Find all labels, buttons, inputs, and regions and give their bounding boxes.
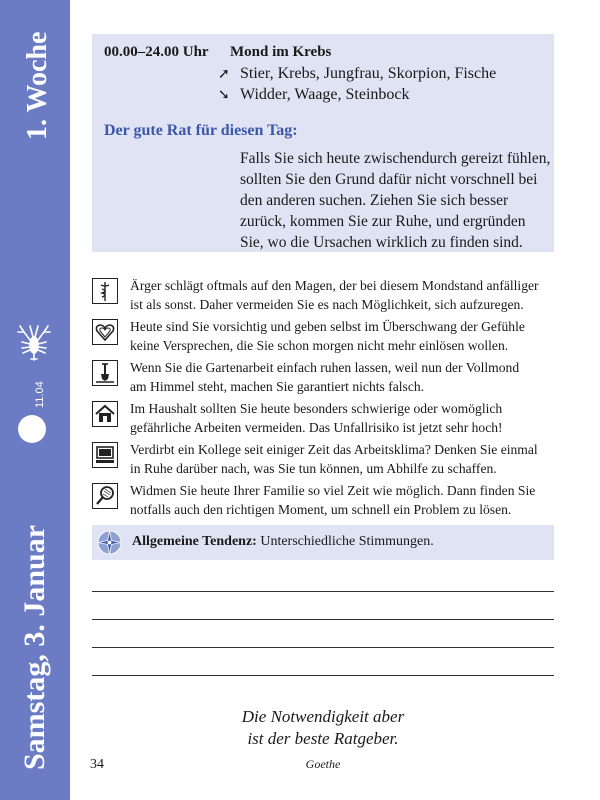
item-line: Wenn Sie die Gartenarbeit einfach ruhen lassen, weil nun der Vollmond [130,360,520,375]
arrow-down-right-icon: ➘ [218,87,230,103]
week-label: 1. Woche [22,31,53,140]
advice-line: sollten Sie den Grund dafür nicht vorschnell bei [240,171,538,188]
list-item [92,276,554,316]
quote-author: Goethe [305,757,341,771]
moon-info-box [92,34,554,252]
item-line: Im Haushalt sollten Sie heute besonders schwierige oder womöglich [130,401,503,416]
note-line[interactable] [92,675,554,676]
note-line[interactable] [92,619,554,620]
moon-time: 00.00–24.00 Uhr [104,44,209,60]
list-item [92,481,554,521]
item-line: am Himmel steht, machen Sie garantiert nichts falsch. [130,379,425,394]
unfavorable-signs: Widder, Waage, Steinbock [240,86,410,103]
note-line[interactable] [92,647,554,648]
note-line[interactable] [92,591,554,592]
quote-line: ist der beste Ratgeber. [247,729,399,748]
moon-phase-date: 11.04 [34,381,46,408]
item-line: notfalls auch den richtigen Moment, um schnell ein Problem zu lösen. [130,502,512,517]
item-line: gefährliche Arbeiten vermeiden. Das Unfallrisiko ist jetzt sehr hoch! [130,420,503,435]
arrow-up-right-icon: ➚ [218,66,230,82]
quote-line: Die Notwendigkeit aber [241,707,405,726]
advice-line: Falls Sie sich heute zwischendurch gereizt fühlen, [240,150,551,167]
item-line: Widmen Sie heute Ihrer Familie so viel Zeit wie möglich. Dann finden Sie [130,483,536,498]
list-item [92,440,554,480]
page-number: 34 [90,757,104,772]
list-item [92,358,554,398]
item-line: Verdirbt ein Kollege seit einiger Zeit das Arbeitsklima? Denken Sie einmal [130,442,538,457]
full-moon-icon [18,415,46,443]
list-item [92,317,554,357]
health-caduceus-icon [92,278,118,304]
garden-shovel-icon [92,360,118,386]
item-text [130,358,554,396]
list-item [92,399,554,439]
item-line: keine Versprechen, die Sie schon morgen nicht mehr einlösen wollen. [130,338,509,353]
item-line: Ärger schlägt oftmals auf den Magen, der bei diesem Mondstand anfälliger [130,278,539,293]
favorable-signs-row [218,65,496,83]
tennis-racket-icon [92,483,118,509]
advice-title: Der gute Rat für diesen Tag: [104,122,298,139]
quote [92,706,554,750]
general-tendency-box [92,525,554,560]
compass-icon [96,529,123,556]
item-line: ist als sonst. Daher vermeiden Sie es nach Möglichkeit, sich aufzuregen. [130,297,524,312]
advice-line: den anderen suchen. Ziehen Sie sich besser [240,192,509,209]
item-text [130,399,554,437]
tendency-text [132,534,434,550]
heart-icon [92,319,118,345]
favorable-signs: Stier, Krebs, Jungfrau, Skorpion, Fische [240,65,497,82]
unfavorable-signs-row [218,86,410,104]
sidebar [0,0,70,800]
advice-line: Sie, wo die Ursachen wirklich zu finden sind. [240,234,523,251]
item-line: in Ruhe darüber nach, was Sie tun können, um Abhilfe zu schaffen. [130,461,497,476]
tendency-value: Unterschiedliche Stimmungen. [260,534,434,549]
item-text [130,276,554,314]
house-icon [92,401,118,427]
item-text [130,481,554,519]
computer-icon [92,442,118,468]
item-text [130,440,554,478]
item-line: Heute sind Sie vorsichtig und geben selbst im Überschwang der Gefühle [130,319,525,334]
moon-position [104,44,331,61]
crayfish-icon [12,320,56,364]
moon-sign: Mond im Krebs [230,44,332,60]
advice-line: zurück, kommen Sie zur Ruhe, und ergründen [240,213,526,230]
day-date-label: Samstag, 3. Januar [18,524,51,770]
tendency-label: Allgemeine Tendenz: [132,534,257,549]
item-text [130,317,554,355]
advice-text [240,148,552,253]
